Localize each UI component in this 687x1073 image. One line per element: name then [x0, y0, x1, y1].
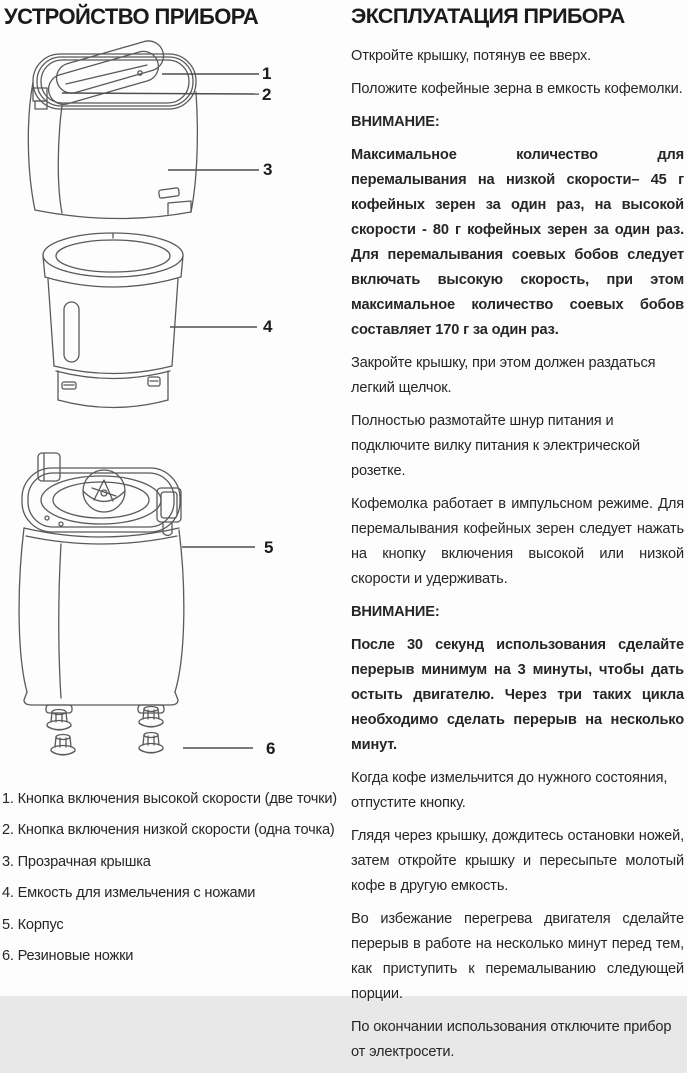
callout-number-6: 6	[266, 739, 276, 758]
callout-number-5: 5	[264, 538, 274, 557]
rubber-feet-figure	[47, 707, 163, 756]
callout-number-2: 2	[262, 85, 272, 104]
parts-list-item: 5. Корпус	[2, 916, 64, 933]
warning-paragraph: Максимальное количество для перемалывания на низкой скорости– 45 г кофейных зерен за один раз, на высокой скорости - 80 г кофейных зерен за один раз. Для перемалывания соевых бобов следует включать высокую скорость, при этом максимальное количество соевых бобов составляет 170 г за один раз.	[351, 147, 684, 338]
paragraph: По окончании использования отключите прибор от электросети.	[351, 1019, 672, 1060]
parts-list-item: 2. Кнопка включения низкой скорости (одна точка)	[2, 822, 335, 839]
paragraph: Когда кофе измельчится до нужного состояния, отпустите кнопку.	[351, 770, 668, 811]
parts-list-item: 1. Кнопка включения высокой скорости (две точки)	[2, 791, 337, 807]
parts-list-item: 4. Емкость для измельчения с ножами	[2, 885, 256, 902]
callout-number-4: 4	[263, 317, 273, 336]
device-diagram	[0, 50, 343, 785]
device-structure-section	[0, 0, 343, 996]
callout-number-3: 3	[263, 160, 273, 179]
parts-list	[2, 784, 342, 972]
parts-list-item: 6. Резиновые ножки	[2, 948, 134, 965]
grinding-bowl-figure	[43, 233, 183, 408]
motor-body-figure	[19, 453, 184, 713]
right-section-title: ЭКСПЛУАТАЦИЯ ПРИБОРА	[351, 4, 625, 28]
paragraph: Кофемолка работает в импульсном режиме. Для перемалывания кофейных зерен следует нажать на кнопку включения высокой или низкой скорости и удерживать.	[351, 496, 684, 587]
warning-heading: ВНИМАНИЕ:	[351, 604, 440, 620]
paragraph: Во избежание перегрева двигателя сделайте перерыв в работе на несколько минут перед тем, как приступить к перемалыванию следующей порции.	[351, 911, 684, 1002]
grinder-assembled-figure	[28, 37, 197, 218]
parts-list-item: 3. Прозрачная крышка	[2, 853, 151, 870]
paragraph: Закройте крышку, при этом должен раздаться легкий щелчок.	[351, 355, 656, 396]
paragraph: Полностью размотайте шнур питания и подключите вилку питания к электрической розетке.	[351, 413, 641, 479]
left-section-title: УСТРОЙСТВО ПРИБОРА	[4, 4, 259, 29]
paragraph: Откройте крышку, потянув ее вверх.	[351, 48, 592, 64]
warning-heading: ВНИМАНИЕ:	[351, 114, 440, 130]
device-operation-section	[351, 0, 684, 1073]
paragraph: Глядя через крышку, дождитесь остановки ножей, затем откройте крышку и пересыпьте молотый кофе в другую емкость.	[351, 828, 684, 894]
warning-paragraph: После 30 секунд использования сделайте перерыв минимум на 3 минуты, чтобы дать остыть двигателю. Через три таких цикла необходимо сделать перерыв на несколько минут.	[351, 637, 684, 753]
callout-line-2	[62, 93, 259, 94]
paragraph: Положите кофейные зерна в емкость кофемолки.	[351, 81, 683, 97]
callout-number-1: 1	[262, 64, 272, 83]
